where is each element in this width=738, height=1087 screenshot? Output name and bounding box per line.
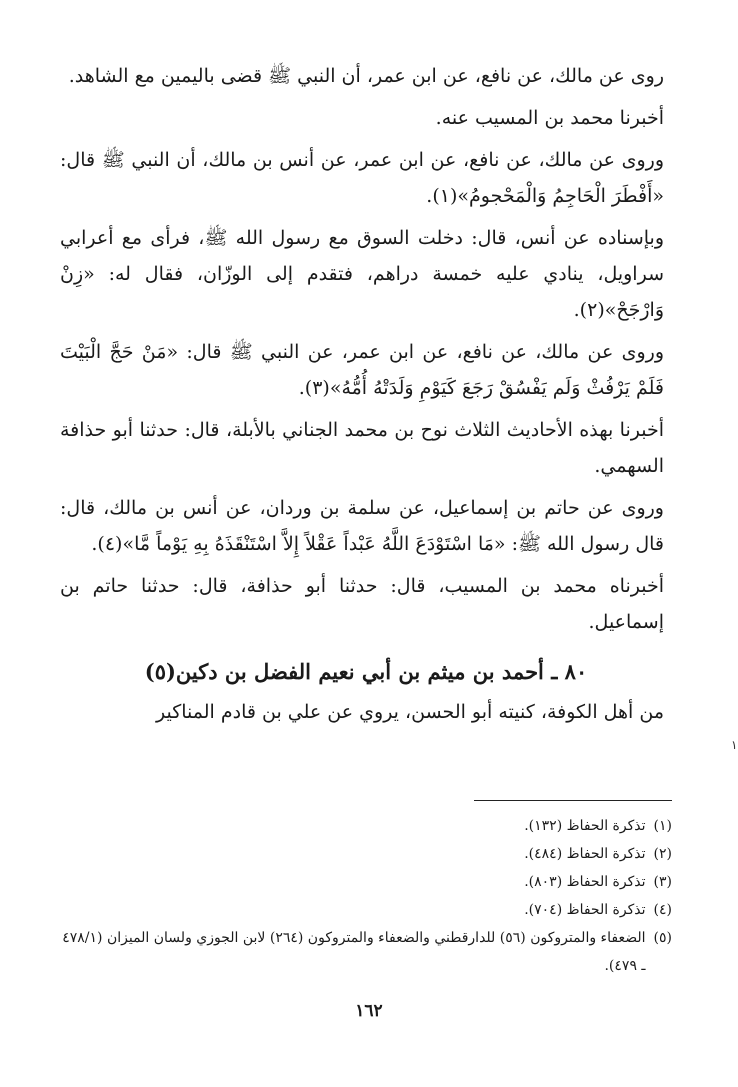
- footnote-1: [60, 812, 672, 840]
- entry-heading: ٨٠ ـ أحمد بن ميثم بن أبي نعيم الفضل بن دكين(٥): [144, 659, 588, 684]
- entry-text: من أهل الكوفة، كنيته أبو الحسن، يروي عن علي بن قادم المناكير: [156, 701, 664, 723]
- footnote-number: (١): [653, 818, 672, 834]
- paragraph-4: وبإسناده عن أنس، قال: دخلت السوق مع رسول الله ﷺ، فرأى مع أعرابي سراويل، ينادي عليه خمسة دراهم، فتقدم إلى الوزّان، فقال له: «زِنْ وَارْجَحْ»(٢).: [60, 227, 664, 321]
- paragraph-3: وروى عن مالك، عن نافع، عن ابن عمر، عن أنس بن مالك، أن النبي ﷺ قال: «أَفْطَرَ الْحَاجِمُ وَالْمَحْجومُ»(١).: [60, 149, 664, 207]
- footnote-number: (٥): [653, 930, 672, 946]
- paragraph-7: وروى عن حاتم بن إسماعيل، عن سلمة بن وردان، عن أنس بن مالك، قال: قال رسول الله ﷺ: «مَا اسْتَوْدَعَ اللَّهُ عَبْداً عَقْلاً إِلاَّ اسْتَنْقَذَهُ بِهِ يَوْماً مَّا»(٤).: [60, 497, 664, 555]
- margin-mark: ۱: [731, 738, 738, 752]
- footnote-number: (٤): [653, 902, 672, 918]
- paragraph-2: أخبرنا محمد بن المسيب عنه.: [435, 107, 664, 129]
- page-number: ١٦٢: [355, 1001, 383, 1021]
- footnote-2: [60, 840, 672, 868]
- paragraph-6: أخبرنا بهذه الأحاديث الثلاث نوح بن محمد الجناني بالأبلة، قال: حدثنا أبو حذافة السهمي.: [60, 419, 664, 477]
- footnote-text: تذكرة الحفاظ (٤٨٤).: [524, 846, 646, 862]
- footnote-5: [60, 924, 672, 980]
- footnote-text: تذكرة الحفاظ (١٣٢).: [524, 818, 646, 834]
- footnote-divider: [474, 800, 672, 801]
- footnote-text: تذكرة الحفاظ (٨٠٣).: [524, 874, 646, 890]
- paragraph-1: روى عن مالك، عن نافع، عن ابن عمر، أن النبي ﷺ قضى باليمين مع الشاهد.: [68, 65, 664, 87]
- footnote-4: [60, 896, 672, 924]
- page-body: [60, 58, 672, 730]
- footnote-3: [60, 868, 672, 896]
- footnote-number: (٢): [653, 846, 672, 862]
- paragraph-5: وروى عن مالك، عن نافع، عن ابن عمر، عن النبي ﷺ قال: «مَنْ حَجَّ الْبَيْتَ فَلَمْ يَرْفُثْ وَلَم يَفْسُقْ رَجَعَ كَيَوْمِ وَلَدَتْهُ أُمُّهُ»(٣).: [60, 341, 664, 399]
- paragraph-8: أخبرناه محمد بن المسيب، قال: حدثنا أبو حذافة، قال: حدثنا حاتم بن إسماعيل.: [60, 575, 664, 633]
- footnotes: [60, 812, 672, 980]
- footnote-text: الضعفاء والمتروكون (٥٦) للدارقطني والضعفاء والمتروكون (٢٦٤) لابن الجوزي ولسان الميزان (٤٧٨/١ ـ ٤٧٩).: [62, 930, 646, 974]
- footnote-text: تذكرة الحفاظ (٧٠٤).: [524, 902, 646, 918]
- footnote-number: (٣): [653, 874, 672, 890]
